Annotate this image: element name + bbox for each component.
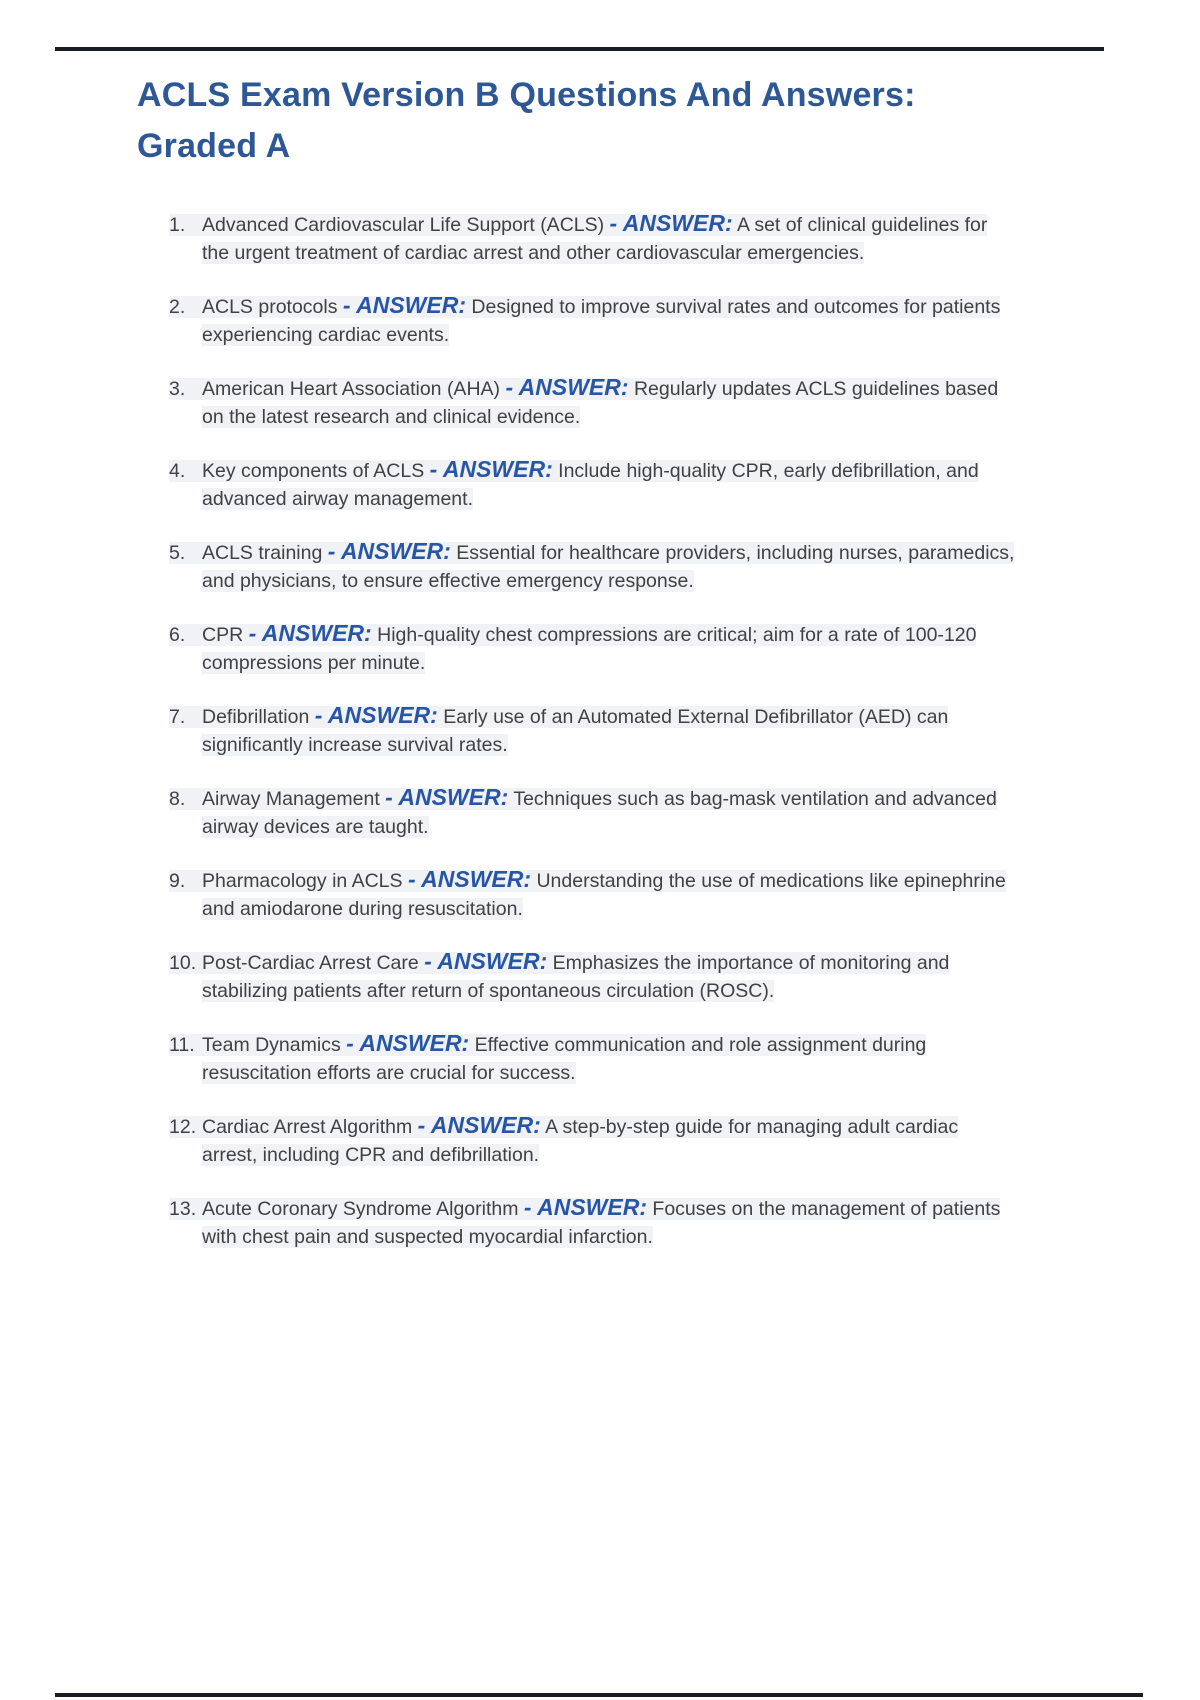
item-answer: Understanding the use of medications like epinephrine and amiodarone during resuscitation. xyxy=(202,870,1006,920)
item-number: 10. xyxy=(169,952,197,974)
item-answer: Regularly updates ACLS guidelines based on the latest research and clinical evidence. xyxy=(202,378,999,428)
qa-item-text xyxy=(169,620,977,674)
qa-item-text xyxy=(169,866,1006,920)
answer-separator: - xyxy=(314,702,328,728)
qa-item xyxy=(169,950,1017,1005)
qa-item xyxy=(169,868,1017,923)
answer-label: ANSWER: xyxy=(398,784,509,810)
item-term: ACLS training xyxy=(202,542,328,564)
item-term: CPR xyxy=(202,624,249,646)
answer-separator: - xyxy=(407,866,422,892)
qa-item xyxy=(169,540,1017,595)
item-number: 1. xyxy=(169,214,186,236)
item-term: Team Dynamics xyxy=(202,1034,347,1056)
qa-item-text xyxy=(169,456,979,510)
answer-label: ANSWER: xyxy=(437,948,548,974)
qa-item xyxy=(169,458,1017,513)
answer-separator: - xyxy=(385,784,399,810)
item-number: 3. xyxy=(169,378,186,400)
item-term: American Heart Association (AHA) xyxy=(202,378,506,400)
qa-item xyxy=(169,294,1017,349)
item-term: Key components of ACLS xyxy=(202,460,430,482)
answer-separator: - xyxy=(346,1030,360,1056)
qa-item-text xyxy=(169,784,997,838)
qa-item-text xyxy=(169,948,950,1002)
item-answer: Include high-quality CPR, early defibrillation, and advanced airway management. xyxy=(202,460,979,510)
item-answer: High-quality chest compressions are critical; aim for a rate of 100-120 compressions per minute. xyxy=(202,624,977,674)
answer-separator: - xyxy=(327,538,341,564)
item-term: Cardiac Arrest Algorithm xyxy=(202,1116,418,1138)
top-rule xyxy=(55,47,1104,51)
qa-item xyxy=(169,376,1017,431)
item-term: Defibrillation xyxy=(202,706,315,728)
qa-item xyxy=(169,704,1017,759)
answer-label: ANSWER: xyxy=(261,620,372,646)
qa-item-text xyxy=(169,374,999,428)
answer-label: ANSWER: xyxy=(430,1112,541,1138)
item-number: 6. xyxy=(169,624,186,646)
qa-item xyxy=(169,622,1017,677)
qa-item-text xyxy=(169,1030,927,1084)
item-number: 12. xyxy=(169,1116,197,1138)
answer-label: ANSWER: xyxy=(359,1030,470,1056)
item-number: 2. xyxy=(169,296,186,318)
answer-separator: - xyxy=(523,1194,538,1220)
qa-item-text xyxy=(169,210,988,264)
qa-item-text xyxy=(169,292,1001,346)
qa-item-text xyxy=(169,702,949,756)
qa-item xyxy=(169,212,1017,267)
item-answer: Designed to improve survival rates and outcomes for patients experiencing cardiac events. xyxy=(202,296,1001,346)
item-number: 8. xyxy=(169,788,186,810)
qa-item-text xyxy=(169,1112,959,1166)
item-answer: Effective communication and role assignment during resuscitation efforts are crucial for success. xyxy=(202,1034,927,1084)
answer-separator: - xyxy=(342,292,357,318)
qa-item xyxy=(169,1032,1017,1087)
answer-label: ANSWER: xyxy=(421,866,532,892)
item-answer: Emphasizes the importance of monitoring and stabilizing patients after return of spontaneous circulation (ROSC). xyxy=(202,952,950,1002)
item-answer: Focuses on the management of patients with chest pain and suspected myocardial infarction. xyxy=(202,1198,1001,1248)
item-number: 13. xyxy=(169,1198,197,1220)
item-term: Advanced Cardiovascular Life Support (ACLS) xyxy=(202,214,610,236)
answer-separator: - xyxy=(424,948,438,974)
qa-item xyxy=(169,1114,1017,1169)
page-title-line1: ACLS Exam Version B Questions And Answers: xyxy=(137,76,916,114)
answer-separator: - xyxy=(417,1112,431,1138)
answer-label: ANSWER: xyxy=(442,456,553,482)
item-term: Pharmacology in ACLS xyxy=(202,870,408,892)
answer-label: ANSWER: xyxy=(340,538,451,564)
item-term: Airway Management xyxy=(202,788,386,810)
item-number: 4. xyxy=(169,460,186,482)
page-title xyxy=(137,70,1087,172)
item-number: 7. xyxy=(169,706,186,728)
item-number: 9. xyxy=(169,870,186,892)
item-answer: Techniques such as bag-mask ventilation and advanced airway devices are taught. xyxy=(202,788,997,838)
item-term: Acute Coronary Syndrome Algorithm xyxy=(202,1198,524,1220)
qa-item xyxy=(169,786,1017,841)
qa-item xyxy=(169,1196,1017,1251)
page-title-line2: Graded A xyxy=(137,127,291,165)
answer-label: ANSWER: xyxy=(622,210,733,236)
answer-separator: - xyxy=(609,210,623,236)
item-number: 5. xyxy=(169,542,186,564)
item-answer: Essential for healthcare providers, including nurses, paramedics, and physicians, to ensure effective emergency response. xyxy=(202,542,1015,592)
item-answer: A set of clinical guidelines for the urgent treatment of cardiac arrest and other cardiovascular emergencies. xyxy=(202,214,988,264)
answer-separator: - xyxy=(505,374,519,400)
item-answer: Early use of an Automated External Defibrillator (AED) can significantly increase survival rates. xyxy=(202,706,949,756)
answer-separator: - xyxy=(429,456,443,482)
answer-separator: - xyxy=(248,620,262,646)
answer-label: ANSWER: xyxy=(537,1194,647,1220)
qa-item-text xyxy=(169,1194,1001,1248)
item-answer: A step-by-step guide for managing adult cardiac arrest, including CPR and defibrillation. xyxy=(202,1116,959,1166)
bottom-rule xyxy=(55,1693,1143,1697)
item-term: ACLS protocols xyxy=(202,296,343,318)
item-number: 11. xyxy=(169,1034,195,1056)
answer-label: ANSWER: xyxy=(327,702,438,728)
qa-item-text xyxy=(169,538,1015,592)
answer-label: ANSWER: xyxy=(518,374,629,400)
item-term: Post-Cardiac Arrest Care xyxy=(202,952,425,974)
answer-label: ANSWER: xyxy=(356,292,466,318)
qa-list xyxy=(169,212,1017,1278)
